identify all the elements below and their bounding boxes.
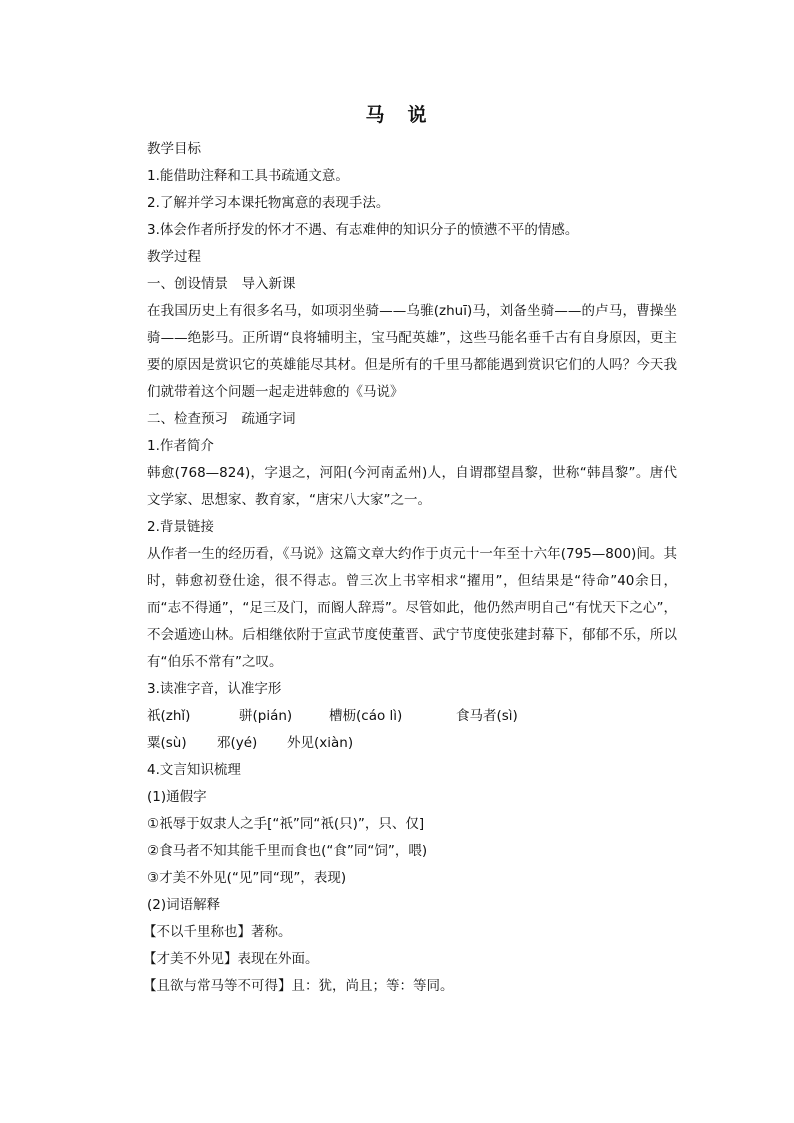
goal-3: 3.体会作者所抒发的怀才不遇、有志难伸的知识分子的愤懑不平的情感。	[147, 222, 579, 238]
word-item-3: 【且欲与常马等不可得】且：犹，尚且；等：等同。	[143, 978, 454, 994]
pron-item: 外见(xiàn)	[287, 735, 354, 751]
pronunciation-row-1	[147, 703, 677, 730]
pron-item: 粟(sù)	[147, 735, 187, 751]
background-heading: 2.背景链接	[147, 519, 214, 535]
author-heading: 1.作者简介	[147, 438, 214, 454]
goal-2: 2.了解并学习本课托物寓意的表现手法。	[147, 195, 390, 211]
pron-item: 祇(zhǐ)	[147, 708, 191, 724]
pron-item: 槽枥(cáo lì)	[329, 708, 403, 724]
part2-heading: 二、检查预习 疏通字词	[147, 411, 296, 427]
pronunciation-heading: 3.读准字音，认准字形	[147, 681, 282, 697]
page-title: 马 说	[365, 104, 429, 126]
word-item-2: 【才美不外见】表现在外面。	[143, 951, 319, 967]
word-item-1: 【不以千里称也】著称。	[143, 924, 292, 940]
author-paragraph: 韩愈(768—824)，字退之，河阳(今河南孟州)人，自谓郡望昌黎，世称“韩昌黎”。唐代文学家、思想家、教育家，“唐宋八大家”之一。	[147, 465, 677, 508]
process-heading: 教学过程	[147, 249, 201, 265]
goal-1: 1.能借助注释和工具书疏通文意。	[147, 168, 349, 184]
intro-paragraph: 在我国历史上有很多名马，如项羽坐骑——乌骓(zhuī)马，刘备坐骑——的卢马，曹操坐骑——绝影马。正所谓“良将辅明主，宝马配英雄”，这些马能名垂千古有自身原因，更主要的原因是赏识它的英雄能尽其材。但是所有的千里马都能遇到赏识它们的人吗？今天我们就带着这个问题一起走进韩愈的《马说》	[147, 303, 677, 400]
goals-heading: 教学目标	[147, 141, 201, 157]
tongjia-item-1: ①祇辱于奴隶人之手[“祇”同“祇(只)”，只、仅]	[147, 816, 425, 832]
tongjia-item-2: ②食马者不知其能千里而食也(“食”同“饲”，喂)	[147, 843, 428, 859]
classical-heading: 4.文言知识梳理	[147, 762, 241, 778]
document-body	[143, 136, 677, 1000]
pron-item: 邪(yé)	[217, 735, 258, 751]
tongjia-item-3: ③才美不外见(“见”同“现”，表现)	[147, 870, 347, 886]
tongjia-heading: (1)通假字	[147, 789, 207, 805]
background-paragraph: 从作者一生的经历看，《马说》这篇文章大约作于贞元十一年至十六年(795—800)间。其时，韩愈初登仕途，很不得志。曾三次上书宰相求“擢用”，但结果是“待命”40余日，而“志不得通”，“足三及门，而阍人辞焉”。尽管如此，他仍然声明自己“有忧天下之心”，不会遁迹山林。后相继依附于宣武节度使董晋、武宁节度使张建封幕下，郁郁不乐，所以有“伯乐不常有”之叹。	[147, 546, 677, 670]
pron-item: 骈(pián)	[239, 708, 293, 724]
pronunciation-row-2	[147, 730, 677, 757]
pron-item: 食马者(sì)	[456, 708, 518, 724]
part1-heading: 一、创设情景 导入新课	[147, 276, 296, 292]
words-heading: (2)词语解释	[147, 897, 221, 913]
